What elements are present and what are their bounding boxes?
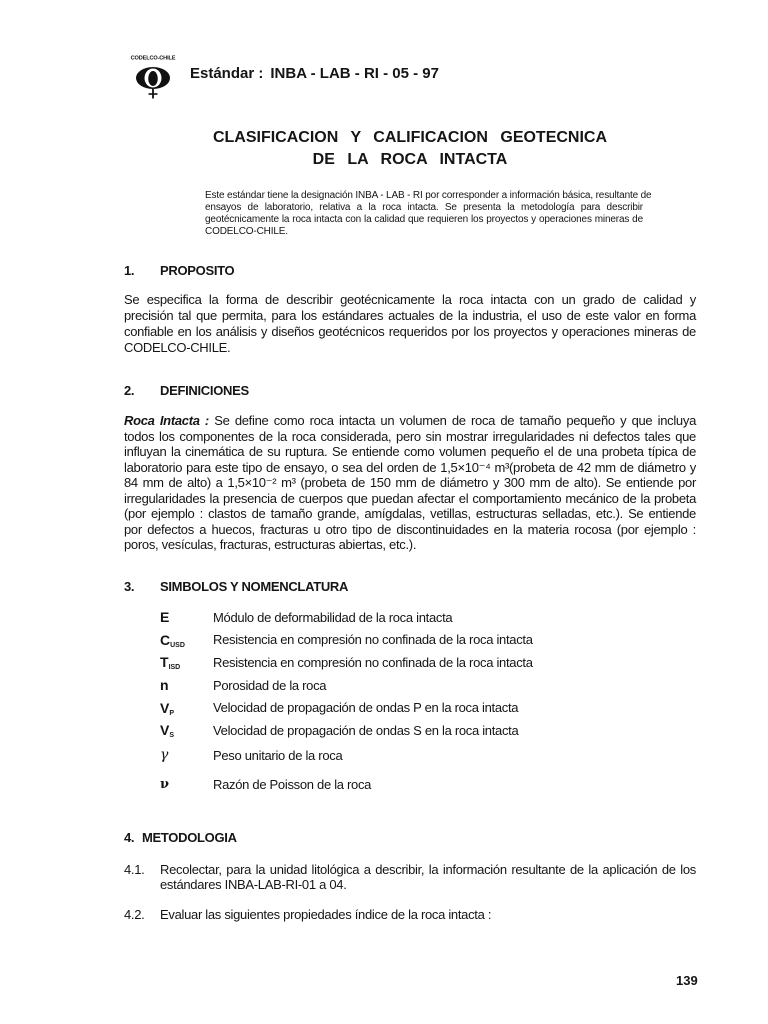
symbol-subscript: ISD — [168, 664, 181, 672]
symbol-row-nu — [160, 773, 696, 796]
page-number: 139 — [676, 973, 698, 988]
abstract — [205, 190, 652, 238]
paragraph-line: poros, vesículas, fracturas, estructuras abiertas, etc.). — [124, 537, 417, 552]
symbol — [160, 700, 213, 716]
symbol-description: Resistencia en compresión no confinada de la roca intacta — [213, 632, 533, 648]
symbol-row-gamma — [160, 744, 696, 767]
symbols-list — [160, 606, 696, 796]
definiciones-paragraph — [124, 413, 696, 553]
symbol — [160, 632, 213, 648]
symbol-letter: γ — [160, 747, 169, 764]
section-heading-proposito — [124, 263, 234, 279]
symbol-subscript: S — [169, 732, 175, 740]
logo-text: CODELCO-CHILE — [130, 55, 176, 62]
symbol-subscript: P — [169, 709, 175, 717]
paragraph-line: Evaluar las siguientes propiedades índice de la roca intacta : — [160, 906, 492, 922]
symbol-description: Velocidad de propagación de ondas S en la roca intacta — [213, 722, 519, 738]
section-title: METODOLOGIA — [142, 830, 237, 845]
symbol-row-n — [160, 674, 696, 697]
section-number: 2. — [124, 383, 135, 398]
standard-label: Estándar : — [190, 65, 264, 82]
symbol — [160, 677, 213, 693]
codelco-emblem-icon — [127, 54, 179, 100]
section-heading-simbolos — [124, 579, 348, 595]
section-heading-metodologia — [124, 830, 237, 846]
paragraph-line: irregularidades la presencia de cuerpos que puedan afectar el comportamiento mecánico de la probeta — [124, 490, 696, 506]
paragraph-line: todos los componentes de la roca considerada, pero sin mostrar irregularidades ni defectos tales que — [124, 428, 696, 444]
symbol-subscript: USD — [170, 641, 185, 649]
abstract-line: Este estándar tiene la designación INBA - LAB - RI por corresponder a información básica, resultante de — [205, 190, 652, 201]
paragraph-line: confiable en los análisis y diseños geotécnicos requeridos por los proyectos y operaciones mineras de — [124, 324, 696, 339]
section-number: 3. — [124, 579, 135, 594]
symbol-letter: T — [160, 654, 169, 671]
item-number: 4.1. — [124, 861, 145, 877]
abstract-line: CODELCO-CHILE. — [205, 226, 288, 237]
methodology-item — [124, 907, 696, 922]
paragraph-line: Recolectar, para la unidad litológica a describir, la información resultante de la aplicación de los — [160, 861, 696, 877]
standard-designation — [190, 65, 439, 83]
symbol-row-t — [160, 651, 696, 674]
section-heading-definiciones — [124, 383, 249, 399]
symbol-description: Resistencia en compresión no confinada de la roca intacta — [213, 654, 533, 670]
paragraph-line — [124, 413, 696, 429]
methodology-item — [124, 862, 696, 892]
symbol-letter: E — [160, 609, 170, 626]
paragraph-line: precisión tal que permita, para los estándares actuales de la industria, el uso de este valor en forma — [124, 308, 696, 323]
symbol-row-e — [160, 606, 696, 629]
item-text — [160, 907, 696, 922]
paragraph-line: Se especifica la forma de describir geotécnicamente la roca intacta con un grado de calidad y — [124, 292, 696, 307]
document-title — [124, 127, 696, 171]
symbol-letter: V — [160, 722, 170, 739]
symbol-description: Velocidad de propagación de ondas P en la roca intacta — [213, 700, 519, 716]
symbol-description: Porosidad de la roca — [213, 677, 327, 693]
title-line-2: DE LA ROCA INTACTA — [312, 151, 508, 168]
symbol — [160, 777, 213, 792]
item-text — [160, 862, 696, 892]
symbol-description: Razón de Poisson de la roca — [213, 776, 372, 792]
section-title: SIMBOLOS Y NOMENCLATURA — [160, 579, 349, 594]
symbol — [160, 654, 213, 670]
symbol-row-vs — [160, 719, 696, 742]
paragraph-line: laboratorio para este tipo de ensayo, o sea del orden de 1,5×10⁻⁴ m³(probeta de 42 mm de diámetro y — [124, 459, 696, 475]
symbol-letter: C — [160, 631, 171, 648]
abstract-line: ensayos de laboratorio, relativa a la roca intacta. Se presenta la metodología para describir — [205, 202, 643, 213]
paragraph-line: CODELCO-CHILE. — [124, 340, 231, 355]
definition-text: Se define como roca intacta un volumen de roca de tamaño pequeño y que incluya — [214, 413, 696, 428]
symbol — [160, 609, 213, 625]
symbol — [160, 747, 213, 763]
defined-term: Roca Intacta : — [124, 413, 209, 428]
symbol-row-vp — [160, 696, 696, 719]
paragraph-line: estándares INBA-LAB-RI-01 a 04. — [160, 876, 347, 892]
symbol — [160, 722, 213, 738]
symbol-letter: V — [160, 699, 170, 716]
section-title: PROPOSITO — [160, 263, 235, 278]
paragraph-line: influyan la cinemática de su ruptura. Se entiende como volumen pequeño el de una probeta típica de — [124, 444, 696, 459]
section-number: 4. — [124, 830, 135, 845]
symbol-letter: n — [160, 677, 169, 694]
symbol-description: Módulo de deformabilidad de la roca intacta — [213, 609, 453, 625]
paragraph-line: (por ejemplo : clastos de tamaño grande, amígdalas, vetillas, estructuras selladas, etc.). Se entiende — [124, 506, 696, 521]
section-number: 1. — [124, 263, 135, 278]
item-number: 4.2. — [124, 906, 145, 922]
title-line-1: CLASIFICACION Y CALIFICACION GEOTECNICA — [212, 129, 608, 146]
section-title: DEFINICIONES — [160, 383, 249, 398]
paragraph-line: 84 mm de alto) a 1,5×10⁻² m³ (probeta de 150 mm de diámetro y 300 mm de alto). Se entiende por — [124, 475, 696, 490]
codelco-logo — [127, 54, 179, 100]
standard-code: INBA - LAB - RI - 05 - 97 — [270, 65, 439, 82]
symbol-description: Peso unitario de la roca — [213, 747, 343, 763]
paragraph-line: por defectos a huecos, fracturas u otro tipo de discontinuidades en la materia rocosa (por ejemplo : — [124, 521, 696, 537]
symbol-row-c — [160, 629, 696, 652]
symbol-letter: ν — [160, 776, 170, 792]
proposito-paragraph — [124, 292, 696, 356]
abstract-line: geotécnicamente la roca intacta con la calidad que requieren los proyectos y operaciones mineras de — [205, 214, 643, 225]
